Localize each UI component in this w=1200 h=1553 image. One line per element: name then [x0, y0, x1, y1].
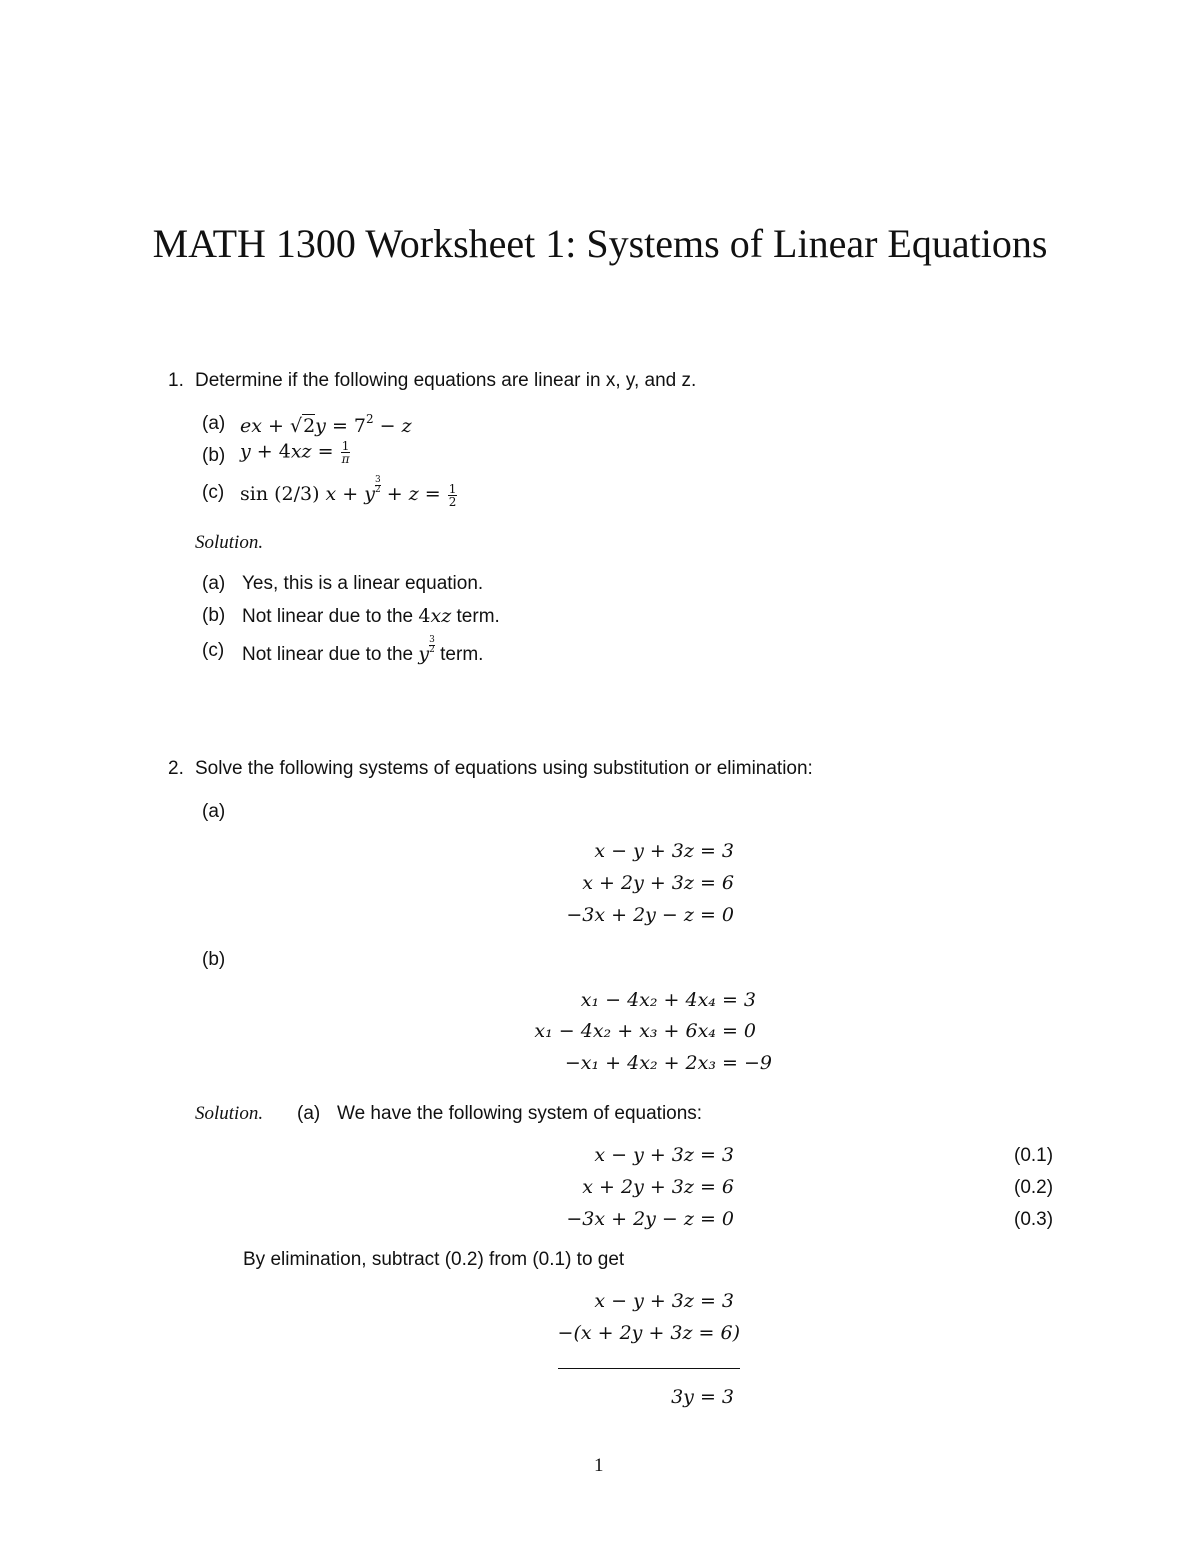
problem-2a-equation-1: x − y + 3z = 3	[594, 840, 734, 862]
problem-2a-equation-2: x + 2y + 3z = 6	[582, 872, 734, 894]
solution-1b-text-after: term.	[456, 606, 500, 627]
problem-2b-equation-3: −x₁ + 4x₂ + 2x₃ = −9	[564, 1052, 772, 1074]
numbered-equation-2: x + 2y + 3z = 6	[582, 1176, 734, 1198]
problem-1c-label: (c)	[202, 482, 225, 503]
elimination-result: 3y = 3	[671, 1386, 734, 1408]
solution-1c-text-after: term.	[440, 644, 484, 665]
solution-1c-text	[242, 636, 483, 666]
equation-tag-3: (0.3)	[1014, 1209, 1054, 1230]
numbered-equation-3: −3x + 2y − z = 0	[566, 1208, 734, 1230]
problem-2a-label: (a)	[202, 801, 226, 822]
problem-2-number: 2.	[168, 758, 184, 779]
solution-1a-label: (a)	[202, 573, 226, 594]
problem-1a-label: (a)	[202, 413, 226, 434]
problem-2a-equation-3: −3x + 2y − z = 0	[566, 904, 734, 926]
elimination-divider	[558, 1368, 740, 1369]
solution-1b-text	[242, 605, 500, 628]
problem-1-number: 1.	[168, 370, 184, 391]
problem-2-solution-label: Solution.	[195, 1103, 264, 1124]
solution-1c-term: y $\frac{3}{2}$	[418, 635, 435, 665]
problem-1-prompt: Determine if the following equations are linear in x, y, and z.	[195, 370, 697, 391]
solution-2a-label: (a)	[297, 1103, 321, 1124]
solution-1c-label: (c)	[202, 640, 225, 661]
solution-1b-label: (b)	[202, 605, 226, 626]
equation-tag-1: (0.1)	[1014, 1145, 1054, 1166]
problem-2b-equation-1: x₁ − 4x₂ + 4x₄ = 3	[580, 989, 756, 1011]
problem-1-solution-label: Solution.	[195, 532, 264, 553]
solution-1a-text: Yes, this is a linear equation.	[242, 573, 484, 594]
problem-1c-equation: sin (2/3) x + y $\frac{3}{2} + z$ = $\frac{1}{2}$	[240, 475, 457, 509]
problem-2b-label: (b)	[202, 949, 226, 970]
solution-1b-term: 4xz	[418, 605, 452, 627]
page-title: MATH 1300 Worksheet 1: Systems of Linear Equations	[152, 221, 1048, 266]
elimination-line-1: x − y + 3z = 3	[594, 1290, 734, 1312]
solution-1b-text-before: Not linear due to the	[242, 606, 414, 627]
problem-2b-equation-2: x₁ − 4x₂ + x₃ + 6x₄ = 0	[534, 1020, 756, 1042]
equation-tag-2: (0.2)	[1014, 1177, 1054, 1198]
problem-1a-equation: ex + $√2y = 7^2 - z$	[240, 412, 412, 437]
elimination-instruction: By elimination, subtract (0.2) from (0.1) to get	[243, 1249, 625, 1270]
solution-2a-intro: We have the following system of equations:	[337, 1103, 703, 1124]
page-number: 1	[594, 1455, 604, 1476]
problem-2-prompt: Solve the following systems of equations using substitution or elimination:	[195, 758, 813, 779]
problem-1b-equation: y + 4xz = $\frac{1}{\pi}$	[240, 439, 350, 466]
solution-1c-text-before: Not linear due to the	[242, 644, 414, 665]
elimination-line-2: −(x + 2y + 3z = 6)	[557, 1322, 740, 1344]
numbered-equation-1: x − y + 3z = 3	[594, 1144, 734, 1166]
problem-1b-label: (b)	[202, 445, 226, 466]
